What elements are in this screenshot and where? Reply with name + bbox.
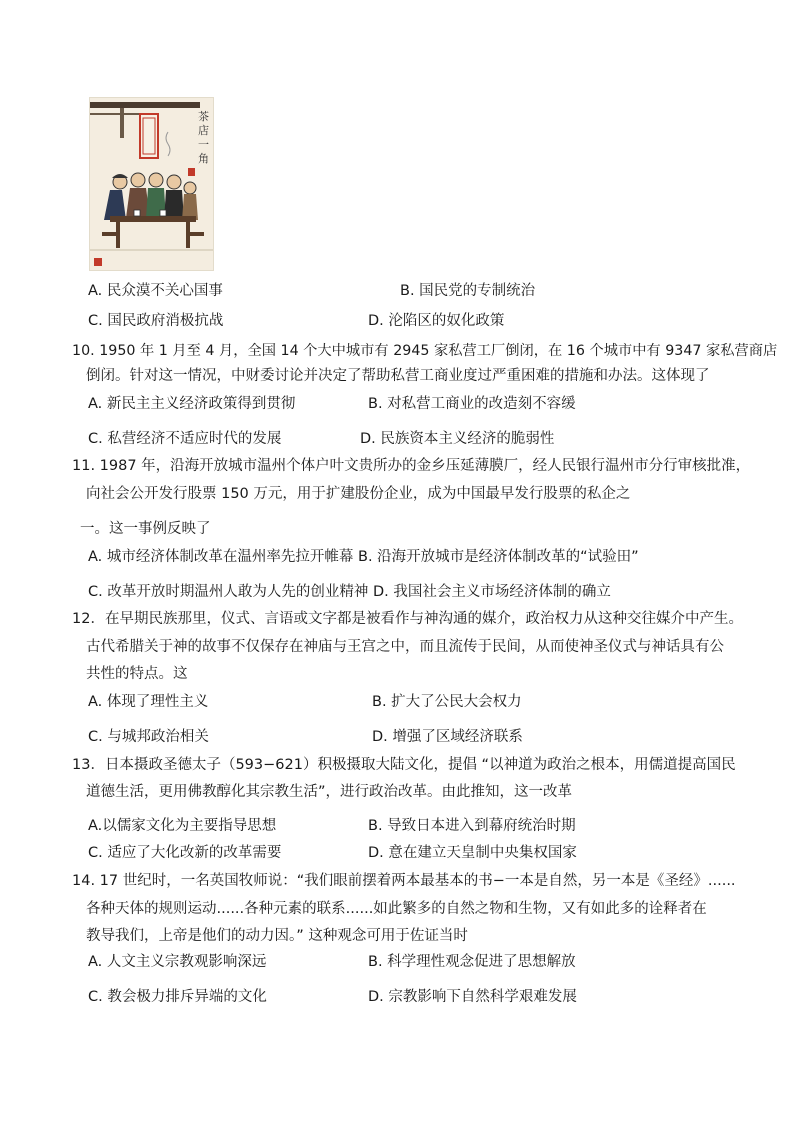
q10-option-d[interactable]: D. 民族资本主义经济的脆弱性 [360,431,555,447]
q13-option-c[interactable]: C. 适应了大化改新的改革需要 [88,845,282,861]
q14-stem-line-1: 14. 17 世纪时，一名英国牧师说：“我们眼前摆着两本最基本的书−一本是自然，另一本是《圣经》...... [72,873,736,889]
q14-option-d[interactable]: D. 宗教影响下自然科学艰难发展 [368,989,577,1005]
q10-stem-line-1: 10. 1950 年 1 月至 4 月，全国 14 个大中城市有 2945 家私营工厂倒闭，在 16 个城市中有 9347 家私营商店 [72,343,778,359]
q9-option-d[interactable]: D. 沦陷区的奴化政策 [368,313,505,329]
tea-house-painting [89,97,214,271]
q14-option-c[interactable]: C. 教会极力排斥异端的文化 [88,989,267,1005]
q11-stem-line-2: 向社会公开发行股票 150 万元，用于扩建股份企业，成为中国最早发行股票的私企之 [86,486,631,502]
q14-stem-line-2: 各种天体的规则运动......各种元素的联系......如此繁多的自然之物和生物，又有如此多的诠释者在 [86,901,707,917]
tea-house-painting-icon [90,98,213,270]
q13-option-a[interactable]: A.以儒家文化为主要指导思想 [88,818,277,834]
q10-option-c[interactable]: C. 私营经济不适应时代的发展 [88,431,282,447]
q11-stem-line-3: 一。这一事例反映了 [80,521,211,537]
q11-option-c-d[interactable]: C. 改革开放时期温州人敢为人先的创业精神 D. 我国社会主义市场经济体制的确立 [88,584,611,600]
q9-option-c[interactable]: C. 国民政府消极抗战 [88,313,224,329]
q12-stem-line-3: 共性的特点。这 [86,666,188,682]
q12-option-a[interactable]: A. 体现了理性主义 [88,694,209,710]
q10-option-b[interactable]: B. 对私营工商业的改造刻不容缓 [368,396,576,412]
q14-option-a[interactable]: A. 人文主义宗教观影响深远 [88,954,267,970]
q12-option-b[interactable]: B. 扩大了公民大会权力 [372,694,522,710]
q12-stem-line-1: 12．在早期民族那里，仪式、言语或文字都是被看作与神沟通的媒介，政治权力从这种交往媒介中产生。 [72,611,743,627]
q13-option-d[interactable]: D. 意在建立天皇制中央集权国家 [368,845,577,861]
svg-text:一: 一 [198,138,209,151]
q12-option-c[interactable]: C. 与城邦政治相关 [88,729,209,745]
q9-option-a[interactable]: A. 民众漠不关心国事 [88,283,223,299]
q12-stem-line-2: 古代希腊关于神的故事不仅保存在神庙与王宫之中，而且流传于民间，从而使神圣仪式与神话具有公 [86,639,724,655]
svg-text:店: 店 [198,124,209,137]
q14-option-b[interactable]: B. 科学理性观念促进了思想解放 [368,954,576,970]
q12-option-d[interactable]: D. 增强了区域经济联系 [372,729,523,745]
q13-stem-line-2: 道德生活，更用佛教醇化其宗教生活”，进行政治改革。由此推知，这一改革 [86,784,573,800]
q13-stem-line-1: 13．日本摄政圣德太子（593−621）积极摄取大陆文化，提倡 “以神道为政治之根本，用儒道提高国民 [72,757,736,773]
q11-stem-line-1: 11. 1987 年，沿海开放城市温州个体户叶文贵所办的金乡压延薄膜厂，经人民银行温州市分行审核批准， [72,458,751,474]
q13-option-b[interactable]: B. 导致日本进入到幕府统治时期 [368,818,576,834]
svg-text:角: 角 [198,152,209,165]
q10-option-a[interactable]: A. 新民主主义经济政策得到贯彻 [88,396,296,412]
painting-inscription-1: 茶 [198,110,209,123]
q11-option-a-b[interactable]: A. 城市经济体制改革在温州率先拉开帷幕 B. 沿海开放城市是经济体制改革的“试验田” [88,549,639,565]
q10-stem-line-2: 倒闭。针对这一情况，中财委讨论并决定了帮助私营工商业度过严重困难的措施和办法。这体现了 [86,368,710,384]
q9-option-b[interactable]: B. 国民党的专制统治 [400,283,536,299]
q14-stem-line-3: 教导我们，上帝是他们的动力因。” 这种观念可用于佐证当时 [86,928,468,944]
